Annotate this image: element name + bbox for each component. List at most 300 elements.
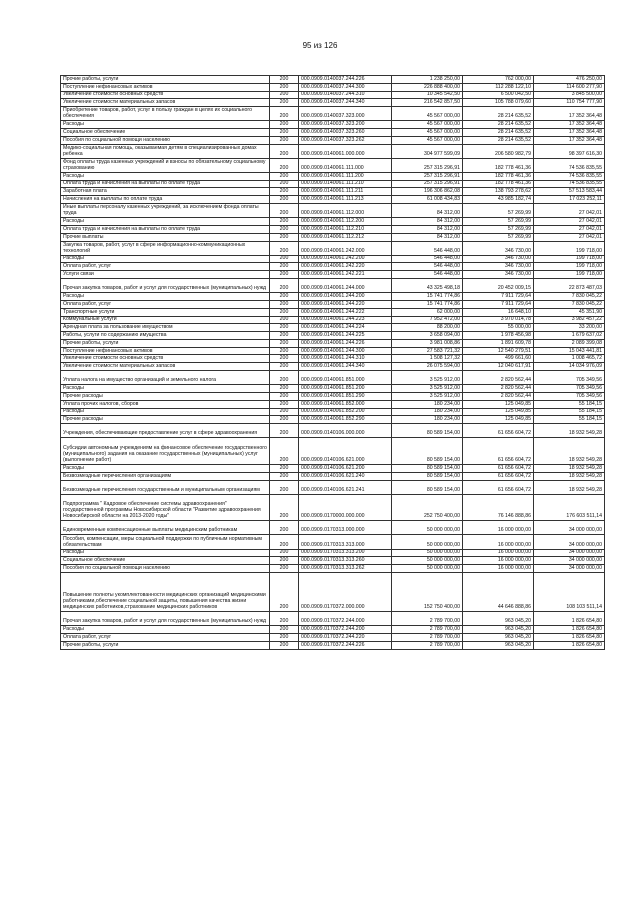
row-approved-cell: 2 789 700,00 [392,612,463,626]
row-code-cell: 200 [270,83,299,91]
row-executed-cell: 499 661,60 [463,355,534,363]
table-row [61,136,605,144]
row-code-cell: 200 [270,324,299,332]
row-remaining-cell: 17 352 364,48 [534,129,605,137]
row-name-cell: Подпрограмма " Кадровое обеспечение системы здравоохранения" государственной программы Новосибирской области "Развитие здравоохранения Новосибирской области на 2013-2020 годы" [61,494,270,521]
row-approved-cell: 43 325 498,18 [392,279,463,293]
row-name-cell: Увеличение стоимости материальных запасов [61,363,270,371]
row-kbk-cell: 000.0909.0140061.242.220 [299,263,392,271]
table-row [61,91,605,99]
row-name-cell: Услуги связи [61,271,270,279]
row-remaining-cell: 33 200,00 [534,324,605,332]
row-executed-cell: 57 269,99 [463,204,534,218]
row-approved-cell: 50 000 000,00 [392,535,463,549]
table-row [61,225,605,233]
table-row [61,438,605,465]
row-remaining-cell: 199 718,00 [534,263,605,271]
row-remaining-cell: 55 184,15 [534,400,605,408]
row-name-cell: Медико-социальная помощь, оказываемая детям в специализированных домах ребенка [61,144,270,158]
row-remaining-cell: 199 718,00 [534,255,605,263]
row-executed-cell: 16 000 000,00 [463,549,534,557]
row-approved-cell: 84 312,00 [392,225,463,233]
table-row [61,400,605,408]
row-executed-cell: 7 911 729,64 [463,293,534,301]
row-executed-cell: 2 820 562,44 [463,371,534,385]
row-name-cell: Оплата работ, услуг [61,263,270,271]
row-kbk-cell: 000.0909.0140061.112.200 [299,218,392,226]
row-remaining-cell: 17 023 252,11 [534,196,605,204]
row-name-cell: Расходы [61,172,270,180]
budget-execution-table [60,75,605,650]
row-code-cell: 200 [270,279,299,293]
row-approved-cell: 2 789 700,00 [392,634,463,642]
row-kbk-cell: 000.0909.0140061.852.200 [299,408,392,416]
row-kbk-cell: 000.0909.0140061.244.340 [299,363,392,371]
table-row [61,535,605,549]
table-row [61,472,605,480]
row-approved-cell: 3 525 912,00 [392,385,463,393]
row-name-cell: Единовременные компенсационные выплаты медицинским работникам [61,521,270,535]
row-kbk-cell: 000.0909.0140037.244.310 [299,91,392,99]
row-executed-cell: 28 214 635,52 [463,121,534,129]
row-code-cell: 200 [270,347,299,355]
row-name-cell: Расходы [61,121,270,129]
row-code-cell: 200 [270,136,299,144]
row-kbk-cell: 000.0909.0140061.242.200 [299,255,392,263]
row-approved-cell: 3 525 912,00 [392,371,463,385]
row-approved-cell: 50 000 000,00 [392,521,463,535]
row-executed-cell: 76 146 888,86 [463,494,534,521]
table-row [61,180,605,188]
row-executed-cell: 55 000,00 [463,324,534,332]
row-code-cell: 200 [270,464,299,472]
row-executed-cell: 28 214 635,52 [463,107,534,121]
row-approved-cell: 50 000 000,00 [392,565,463,573]
row-remaining-cell: 22 873 487,03 [534,279,605,293]
row-executed-cell: 28 214 635,52 [463,136,534,144]
row-name-cell: Повышение полноты укомплектованности медицинских организаций медицинскими работниками,обеспечение социальной защиты, повышения качества жизни медицинских работников,страхование медицинских работников [61,572,270,611]
row-approved-cell: 2 789 700,00 [392,626,463,634]
row-kbk-cell: 000.0909.0140061.244.225 [299,332,392,340]
row-executed-cell: 963 045,20 [463,641,534,649]
row-approved-cell: 216 542 857,50 [392,99,463,107]
table-row [61,172,605,180]
row-name-cell: Оплата работ, услуг [61,634,270,642]
table-row [61,572,605,611]
row-code-cell: 200 [270,241,299,255]
table-row [61,158,605,172]
row-name-cell: Расходы [61,293,270,301]
table-row [61,144,605,158]
row-code-cell: 200 [270,408,299,416]
row-remaining-cell: 110 754 777,90 [534,99,605,107]
row-approved-cell: 1 508 127,32 [392,355,463,363]
row-approved-cell: 3 525 912,00 [392,392,463,400]
table-row [61,263,605,271]
row-kbk-cell: 000.0909.0140061.244.200 [299,293,392,301]
row-remaining-cell: 705 349,56 [534,385,605,393]
row-code-cell: 200 [270,144,299,158]
page-number: 95 из 126 [302,41,338,50]
table-row [61,464,605,472]
table-row [61,347,605,355]
table-row [61,233,605,241]
row-name-cell: Прочие работы, услуги [61,339,270,347]
row-code-cell: 200 [270,385,299,393]
row-kbk-cell: 000.0909.0140037.323.260 [299,129,392,137]
row-name-cell: Уплата прочих налогов, сборов [61,400,270,408]
row-remaining-cell: 27 042,01 [534,233,605,241]
row-name-cell: Расходы [61,549,270,557]
row-code-cell: 200 [270,172,299,180]
row-kbk-cell: 000.0909.0140106.621.000 [299,438,392,465]
row-kbk-cell: 000.0909.0140061.112.000 [299,204,392,218]
row-approved-cell: 80 589 154,00 [392,464,463,472]
row-kbk-cell: 000.0909.0140061.244.000 [299,279,392,293]
row-name-cell: Расходы [61,626,270,634]
row-name-cell: Пособия, компенсации, меры социальной поддержки по публичным нормативным обязательствам [61,535,270,549]
row-code-cell: 200 [270,535,299,549]
row-name-cell: Расходы [61,255,270,263]
row-name-cell: Уплата налога на имущество организаций и земельного налога [61,371,270,385]
row-approved-cell: 27 583 721,32 [392,347,463,355]
table-row [61,279,605,293]
row-code-cell: 200 [270,494,299,521]
row-executed-cell: 57 269,99 [463,233,534,241]
row-approved-cell: 15 741 774,86 [392,300,463,308]
row-name-cell: Субсидии автономным учреждениям на финансовое обеспечение государственного (муниципального) задания на оказание государственных (муниципальных) услуг (выполнение работ) [61,438,270,465]
row-kbk-cell: 000.0909.0140037.244.300 [299,83,392,91]
row-approved-cell: 2 789 700,00 [392,641,463,649]
row-executed-cell: 61 656 604,72 [463,424,534,438]
row-code-cell: 200 [270,400,299,408]
row-approved-cell: 257 315 296,91 [392,180,463,188]
row-remaining-cell: 114 600 277,90 [534,83,605,91]
row-kbk-cell: 000.0909.0170313.313.200 [299,549,392,557]
table-row [61,204,605,218]
row-executed-cell: 125 049,85 [463,416,534,424]
table-row [61,424,605,438]
row-executed-cell: 346 730,00 [463,255,534,263]
row-executed-cell: 57 269,99 [463,218,534,226]
row-code-cell: 200 [270,626,299,634]
row-approved-cell: 80 589 154,00 [392,438,463,465]
row-approved-cell: 45 567 000,00 [392,107,463,121]
row-approved-cell: 45 567 000,00 [392,121,463,129]
row-code-cell: 200 [270,332,299,340]
table-row [61,612,605,626]
row-name-cell: Прочие работы, услуги [61,76,270,84]
row-code-cell: 200 [270,233,299,241]
row-remaining-cell: 55 184,15 [534,408,605,416]
row-approved-cell: 45 567 000,00 [392,129,463,137]
row-code-cell: 200 [270,76,299,84]
row-remaining-cell: 18 932 549,28 [534,464,605,472]
row-kbk-cell: 000.0909.0140061.111.213 [299,196,392,204]
row-executed-cell: 61 656 604,72 [463,480,534,494]
row-kbk-cell: 000.0909.0140106.621.200 [299,464,392,472]
row-approved-cell: 62 000,00 [392,308,463,316]
row-approved-cell: 80 589 154,00 [392,472,463,480]
row-approved-cell: 7 952 472,00 [392,316,463,324]
row-kbk-cell: 000.0909.0140061.244.222 [299,308,392,316]
row-executed-cell: 7 911 729,64 [463,300,534,308]
row-executed-cell: 2 820 562,44 [463,392,534,400]
table-row [61,634,605,642]
row-name-cell: Увеличение стоимости основных средств [61,91,270,99]
table-row [61,480,605,494]
table-row [61,308,605,316]
row-approved-cell: 80 589 154,00 [392,480,463,494]
table-row [61,129,605,137]
table-row [61,549,605,557]
row-executed-cell: 16 000 000,00 [463,565,534,573]
row-kbk-cell: 000.0909.0140037.323.262 [299,136,392,144]
row-code-cell: 200 [270,263,299,271]
row-name-cell: Увеличение стоимости основных средств [61,355,270,363]
row-name-cell: Прочая закупка товаров, работ и услуг для государственных (муниципальных) нужд [61,612,270,626]
row-name-cell: Приобретение товаров, работ, услуг в пользу граждан в целях их социального обеспечения [61,107,270,121]
table-row [61,300,605,308]
row-remaining-cell: 199 718,00 [534,241,605,255]
row-approved-cell: 180 234,00 [392,416,463,424]
row-executed-cell: 43 985 182,74 [463,196,534,204]
row-remaining-cell: 74 536 835,55 [534,180,605,188]
row-approved-cell: 3 981 008,86 [392,339,463,347]
row-executed-cell: 963 045,20 [463,634,534,642]
row-executed-cell: 6 500 042,50 [463,91,534,99]
table-row [61,121,605,129]
row-kbk-cell: 000.0909.0140061.851.200 [299,385,392,393]
row-executed-cell: 20 452 009,15 [463,279,534,293]
row-executed-cell: 16 648,10 [463,308,534,316]
row-approved-cell: 15 741 774,86 [392,293,463,301]
row-executed-cell: 2 820 562,44 [463,385,534,393]
row-name-cell: Увеличение стоимости материальных запасов [61,99,270,107]
table-row [61,494,605,521]
row-kbk-cell: 000.0909.0170372.244.200 [299,626,392,634]
row-code-cell: 200 [270,612,299,626]
row-kbk-cell: 000.0909.0140106.621.240 [299,472,392,480]
row-remaining-cell: 98 397 616,30 [534,144,605,158]
row-executed-cell: 12 040 617,91 [463,363,534,371]
row-executed-cell: 105 788 079,60 [463,99,534,107]
row-code-cell: 200 [270,99,299,107]
row-code-cell: 200 [270,158,299,172]
row-name-cell: Прочие выплаты [61,233,270,241]
row-kbk-cell: 000.0909.0170313.313.000 [299,535,392,549]
table-row [61,408,605,416]
row-remaining-cell: 7 830 045,22 [534,300,605,308]
row-remaining-cell: 199 718,00 [534,271,605,279]
row-code-cell: 200 [270,472,299,480]
row-remaining-cell: 1 679 637,02 [534,332,605,340]
row-name-cell: Учреждения, обеспечивающие предоставление услуг в сфере здравоохранения [61,424,270,438]
row-kbk-cell: 000.0909.0140061.112.210 [299,225,392,233]
table-row [61,557,605,565]
row-executed-cell: 61 656 604,72 [463,464,534,472]
row-kbk-cell: 000.0909.0170372.000.000 [299,572,392,611]
table-row [61,416,605,424]
row-code-cell: 200 [270,363,299,371]
row-executed-cell: 182 778 461,36 [463,172,534,180]
row-approved-cell: 3 658 094,00 [392,332,463,340]
row-kbk-cell: 000.0909.0140061.244.226 [299,339,392,347]
row-approved-cell: 88 200,00 [392,324,463,332]
row-code-cell: 200 [270,392,299,400]
row-kbk-cell: 000.0909.0140061.112.212 [299,233,392,241]
row-kbk-cell: 000.0909.0140037.323.000 [299,107,392,121]
row-code-cell: 200 [270,572,299,611]
row-kbk-cell: 000.0909.0140061.242.221 [299,271,392,279]
row-remaining-cell: 27 042,01 [534,218,605,226]
row-name-cell: Закупка товаров, работ, услуг в сфере информационно-коммуникационных технологий [61,241,270,255]
row-name-cell: Транспортные услуги [61,308,270,316]
row-executed-cell: 3 970 014,78 [463,316,534,324]
row-name-cell: Расходы [61,464,270,472]
row-kbk-cell: 000.0909.0140061.244.310 [299,355,392,363]
table-row [61,107,605,121]
row-remaining-cell: 108 103 511,14 [534,572,605,611]
row-approved-cell: 304 977 599,09 [392,144,463,158]
row-code-cell: 200 [270,293,299,301]
row-executed-cell: 125 049,85 [463,400,534,408]
row-remaining-cell: 1 826 654,80 [534,626,605,634]
row-remaining-cell: 2 089 399,08 [534,339,605,347]
row-executed-cell: 125 049,85 [463,408,534,416]
row-kbk-cell: 000.0909.0170372.244.226 [299,641,392,649]
row-kbk-cell: 000.0909.0170313.000.000 [299,521,392,535]
row-remaining-cell: 705 349,56 [534,392,605,400]
row-approved-cell: 61 008 434,83 [392,196,463,204]
row-remaining-cell: 17 352 364,48 [534,136,605,144]
row-approved-cell: 10 345 542,50 [392,91,463,99]
row-remaining-cell: 476 250,00 [534,76,605,84]
table-row [61,521,605,535]
row-executed-cell: 963 045,20 [463,626,534,634]
table-row [61,339,605,347]
row-kbk-cell: 000.0909.0140061.851.000 [299,371,392,385]
row-name-cell: Поступление нефинансовых активов [61,83,270,91]
row-kbk-cell: 000.0909.0140061.244.223 [299,316,392,324]
row-kbk-cell: 000.0909.0140061.111.211 [299,188,392,196]
row-kbk-cell: 000.0909.0170372.244.000 [299,612,392,626]
row-name-cell: Расходы [61,385,270,393]
row-remaining-cell: 27 042,01 [534,204,605,218]
row-executed-cell: 16 000 000,00 [463,535,534,549]
table-row [61,99,605,107]
row-code-cell: 200 [270,271,299,279]
row-approved-cell: 257 315 296,91 [392,172,463,180]
row-code-cell: 200 [270,549,299,557]
row-remaining-cell: 705 349,56 [534,371,605,385]
row-executed-cell: 112 288 122,10 [463,83,534,91]
row-approved-cell: 1 238 250,00 [392,76,463,84]
row-kbk-cell: 000.0909.0140037.244.226 [299,76,392,84]
row-kbk-cell: 000.0909.0140061.852.290 [299,416,392,424]
row-code-cell: 200 [270,180,299,188]
row-name-cell: Фонд оплаты труда казенных учреждений и взносы по обязательному социальному страхованию [61,158,270,172]
table-row [61,316,605,324]
row-approved-cell: 546 448,00 [392,255,463,263]
row-executed-cell: 206 580 982,79 [463,144,534,158]
row-remaining-cell: 34 000 000,00 [534,557,605,565]
row-approved-cell: 80 589 154,00 [392,424,463,438]
row-name-cell: Заработная плата [61,188,270,196]
row-code-cell: 200 [270,565,299,573]
row-remaining-cell: 3 845 500,00 [534,91,605,99]
row-executed-cell: 16 000 000,00 [463,557,534,565]
table-row [61,385,605,393]
row-executed-cell: 61 656 604,72 [463,472,534,480]
row-name-cell: Расходы [61,218,270,226]
table-row [61,392,605,400]
table-row [61,293,605,301]
row-approved-cell: 50 000 000,00 [392,549,463,557]
row-remaining-cell: 17 352 364,48 [534,121,605,129]
row-code-cell: 200 [270,355,299,363]
row-remaining-cell: 34 000 000,00 [534,535,605,549]
row-code-cell: 200 [270,316,299,324]
table-row [61,255,605,263]
row-remaining-cell: 15 043 441,81 [534,347,605,355]
row-remaining-cell: 27 042,01 [534,225,605,233]
row-name-cell: Социальное обеспечение [61,557,270,565]
row-code-cell: 200 [270,196,299,204]
row-code-cell: 200 [270,641,299,649]
table-row [61,641,605,649]
row-remaining-cell: 3 982 457,22 [534,316,605,324]
row-remaining-cell: 17 352 364,48 [534,107,605,121]
table-row [61,626,605,634]
table-row [61,196,605,204]
row-approved-cell: 196 306 862,08 [392,188,463,196]
row-remaining-cell: 1 826 654,80 [534,612,605,626]
table-row [61,363,605,371]
row-kbk-cell: 000.0909.0170372.244.220 [299,634,392,642]
row-approved-cell: 257 315 296,91 [392,158,463,172]
row-code-cell: 200 [270,424,299,438]
row-kbk-cell: 000.0909.0140061.242.000 [299,241,392,255]
row-executed-cell: 138 793 278,62 [463,188,534,196]
table-row [61,565,605,573]
row-code-cell: 200 [270,521,299,535]
table-row [61,218,605,226]
row-approved-cell: 180 234,00 [392,400,463,408]
row-name-cell: Арендная плата за пользование имуществом [61,324,270,332]
row-code-cell: 200 [270,188,299,196]
row-remaining-cell: 7 830 045,22 [534,293,605,301]
row-kbk-cell: 000.0909.0140061.244.220 [299,300,392,308]
row-name-cell: Пособия по социальной помощи населению [61,565,270,573]
row-name-cell: Начисления на выплаты по оплате труда [61,196,270,204]
row-executed-cell: 182 778 461,36 [463,158,534,172]
row-name-cell: Оплата труда и начисления на выплаты по оплате труда [61,225,270,233]
row-name-cell: Оплата труда и начисления на выплаты по оплате труда [61,180,270,188]
row-kbk-cell: 000.0909.0170000.000.000 [299,494,392,521]
table-row [61,83,605,91]
row-executed-cell: 182 778 461,36 [463,180,534,188]
row-executed-cell: 963 045,20 [463,612,534,626]
row-approved-cell: 546 448,00 [392,271,463,279]
row-name-cell: Работы, услуги по содержанию имущества [61,332,270,340]
row-name-cell: Коммунальные услуги [61,316,270,324]
row-kbk-cell: 000.0909.0140037.244.340 [299,99,392,107]
row-remaining-cell: 34 000 000,00 [534,549,605,557]
row-kbk-cell: 000.0909.0170313.313.260 [299,557,392,565]
table-row [61,355,605,363]
row-remaining-cell: 34 000 000,00 [534,521,605,535]
